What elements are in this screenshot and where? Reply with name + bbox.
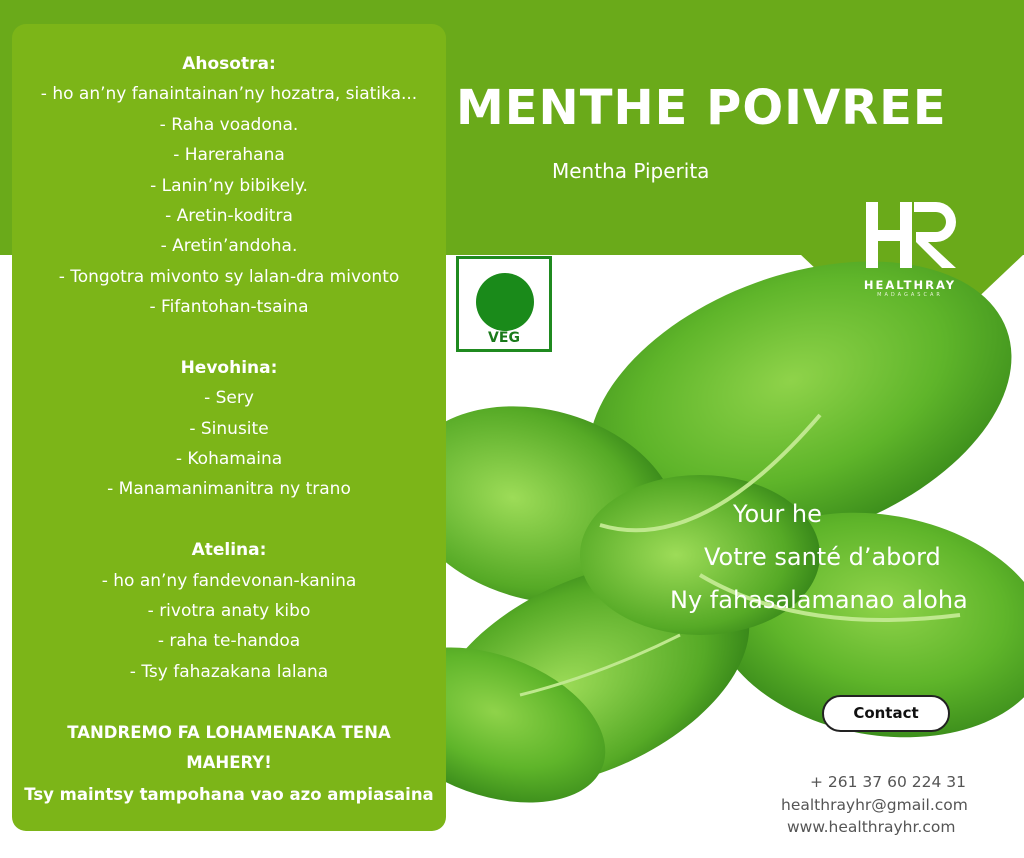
brand-logo	[855, 196, 965, 316]
product-title: MENTHE POIVREE	[456, 80, 947, 136]
hevohina-heading: Hevohina:	[180, 357, 278, 378]
slogan-line: Ny fahasalamanao aloha	[670, 586, 968, 614]
hr-logo-icon	[858, 196, 962, 274]
contact-website[interactable]: www.healthrayhr.com	[787, 818, 956, 836]
list-item: - Tsy fahazakana lalana	[129, 661, 329, 682]
list-item: - ho an’ny fanaintainan’ny hozatra, siatika...	[40, 84, 418, 105]
list-item: - rivotra anaty kibo	[147, 601, 311, 622]
contact-email[interactable]: healthrayhr@gmail.com	[781, 796, 968, 814]
list-item: - Tongotra mivonto sy lalan-dra mivonto	[58, 266, 400, 287]
list-item: - Sinusite	[189, 418, 269, 439]
list-item: - Sery	[204, 388, 254, 409]
list-item: - raha te-handoa	[157, 631, 301, 652]
brand-subtitle: MADAGASCAR	[877, 292, 943, 298]
list-item: - Harerahana	[173, 145, 285, 166]
contact-phone: + 261 37 60 224 31	[810, 773, 966, 791]
list-item: - ho an’ny fandevonan-kanina	[101, 570, 357, 591]
list-item: - Raha voadona.	[159, 114, 299, 135]
slogan-line: Votre santé d’abord	[704, 543, 941, 571]
contact-button[interactable]: Contact	[822, 695, 950, 732]
list-item: - Fifantohan-tsaina	[149, 297, 309, 318]
brand-name: HEALTHRAY	[863, 278, 957, 292]
list-item: - Lanin’ny bibikely.	[150, 175, 308, 196]
veg-dot-icon	[476, 273, 534, 331]
uses-panel	[12, 24, 446, 831]
warning-line: MAHERY!	[186, 752, 272, 772]
atelina-heading: Atelina:	[191, 540, 267, 561]
veg-badge	[456, 256, 552, 352]
list-item: - Aretin’andoha.	[160, 236, 298, 257]
list-item: - Manamanimanitra ny trano	[107, 479, 351, 500]
slogan-line: Your he	[733, 500, 822, 528]
veg-label: VEG	[488, 330, 520, 346]
warning-line: Tsy maintsy tampohana vao azo ampiasaina	[24, 784, 434, 804]
list-item: - Kohamaina	[175, 449, 283, 470]
product-subtitle: Mentha Piperita	[552, 159, 710, 183]
warning-line: TANDREMO FA LOHAMENAKA TENA	[67, 722, 391, 742]
list-item: - Aretin-koditra	[165, 205, 293, 226]
ahosotra-heading: Ahosotra:	[182, 54, 276, 74]
